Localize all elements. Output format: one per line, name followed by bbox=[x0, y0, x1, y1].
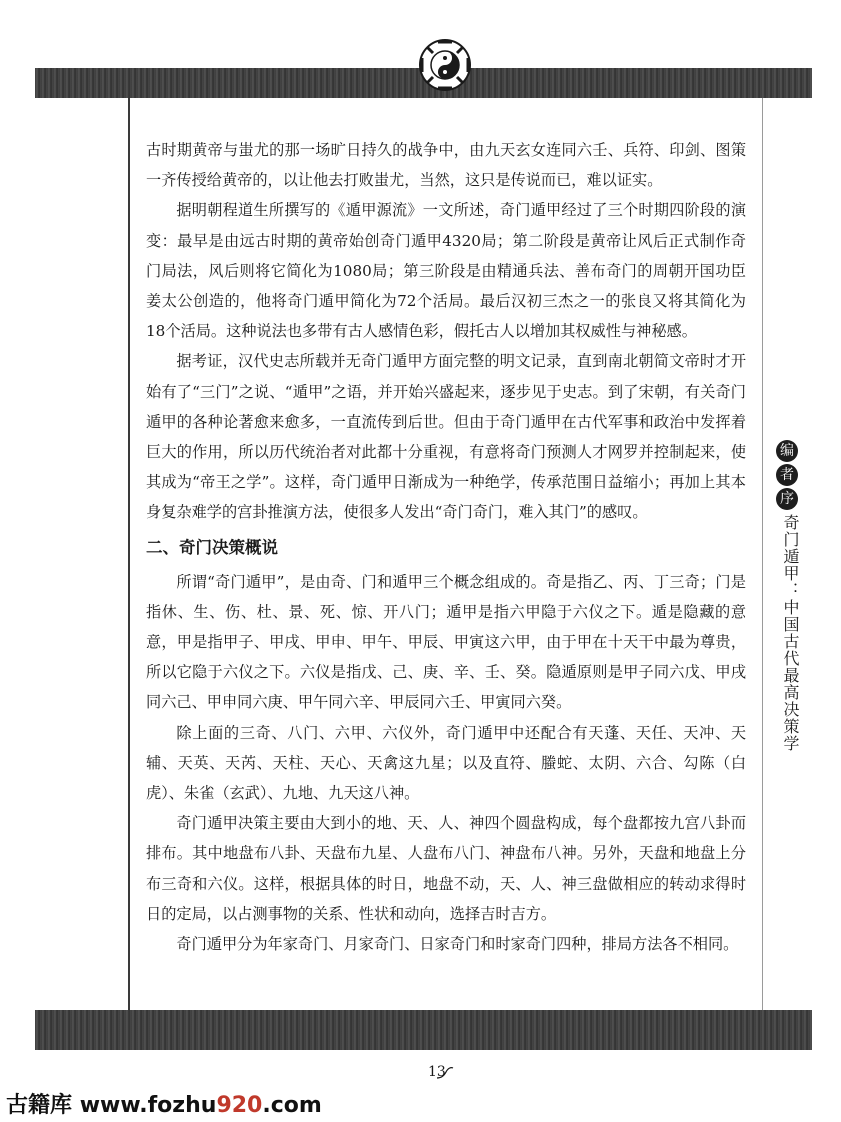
watermark-url-digits: 920 bbox=[216, 1093, 263, 1118]
side-title-char: 序 bbox=[776, 488, 798, 510]
watermark-label: 古籍库 bbox=[6, 1093, 73, 1118]
watermark-url-before: www.fozhu bbox=[79, 1093, 217, 1118]
paragraph: 奇门遁甲决策主要由大到小的地、天、人、神四个圆盘构成，每个盘都按九宫八卦而排布。其中地盘布八卦、天盘布九星、人盘布八门、神盘布八神。另外，天盘和地盘上分布三奇和六仪。这样，根据具体的时日，地盘不动，天、人、神三盘做相应的转动求得时日的定局，以占测事物的关系、性状和动向，选择吉时吉方。 bbox=[146, 814, 746, 923]
side-title-char: 者 bbox=[776, 464, 798, 486]
paragraph: 除上面的三奇、八门、六甲、六仪外，奇门遁甲中还配合有天蓬、天任、天冲、天辅、天英、天芮、天柱、天心、天禽这九星；以及直符、螣蛇、太阴、六合、勾陈（白虎）、朱雀（玄武）、九地、九天这八神。 bbox=[146, 723, 746, 803]
page-number bbox=[428, 1064, 446, 1080]
paragraph: 所谓“奇门遁甲”，是由奇、门和遁甲三个概念组成的。奇是指乙、丙、丁三奇；门是指休、生、伤、杜、景、死、惊、开八门；遁甲是指六甲隐于六仪之下。遁是隐藏的意意，甲是指甲子、甲戌、甲申、甲午、甲辰、甲寅这六甲，由于甲在十天干中最为尊贵，所以它隐于六仪之下。六仪是指戊、己、庚、辛、壬、癸。隐遁原则是甲子同六戊、甲戌同六己、甲申同六庚、甲午同六辛、甲辰同六壬、甲寅同六癸。 bbox=[146, 572, 746, 712]
paragraph: 古时期黄帝与蚩尤的那一场旷日持久的战争中，由九天玄女连同六壬、兵符、印剑、图策一齐传授给黄帝的，以让他去打败蚩尤，当然，这只是传说而已，难以证实。 bbox=[146, 141, 746, 190]
footer-decorative-band bbox=[35, 1010, 812, 1050]
yin-yang-bagua-icon bbox=[418, 38, 472, 92]
section-heading: 二、奇门决策概说 bbox=[146, 537, 278, 557]
side-title-char: 编 bbox=[776, 440, 798, 462]
watermark bbox=[6, 1088, 322, 1119]
watermark-url-after: .com bbox=[262, 1093, 322, 1118]
page-number-text: 13 bbox=[428, 1064, 446, 1080]
article-body bbox=[146, 135, 746, 959]
book-subtitle: 奇门遁甲：中国古代最高决策学 bbox=[781, 514, 800, 752]
paragraph: 据考证，汉代史志所载并无奇门遁甲方面完整的明文记录，直到南北朝简文帝时才开始有了“三门”之说、“遁甲”之语，并开始兴盛起来，逐步见于史志。到了宋朝，有关奇门遁甲的各种论著愈来愈多，一直流传到后世。但由于奇门遁甲在古代军事和政治中发挥着巨大的作用，所以历代统治者对此都十分重视，有意将奇门预测人才网罗并控制起来，使其成为“帝王之学”。这样，奇门遁甲日渐成为一种绝学，传承范围日益缩小；再加上其本身复杂难学的宫卦推演方法，使很多人发出“奇门奇门，难入其门”的感叹。 bbox=[146, 352, 746, 522]
paragraph: 奇门遁甲分为年家奇门、月家奇门、日家奇门和时家奇门四种，排局方法各不相同。 bbox=[176, 935, 739, 954]
page-frame-left-rule bbox=[128, 98, 130, 1010]
paragraph: 据明朝程道生所撰写的《遁甲源流》一文所述，奇门遁甲经过了三个时期四阶段的演变：最早是由远古时期的黄帝始创奇门遁甲4320局；第二阶段是黄帝让风后正式制作奇门局法，风后则将它简化为1080局；第三阶段是由精通兵法、善布奇门的周朝开国功臣姜太公创造的，他将奇门遁甲简化为72个活局。最后汉初三杰之一的张良又将其简化为18个活局。这种说法也多带有古人感情色彩，假托古人以增加其权威性与神秘感。 bbox=[146, 201, 746, 341]
flourish-icon bbox=[436, 1066, 454, 1080]
page-frame-right-rule bbox=[762, 98, 763, 1010]
chapter-side-label bbox=[772, 440, 802, 752]
